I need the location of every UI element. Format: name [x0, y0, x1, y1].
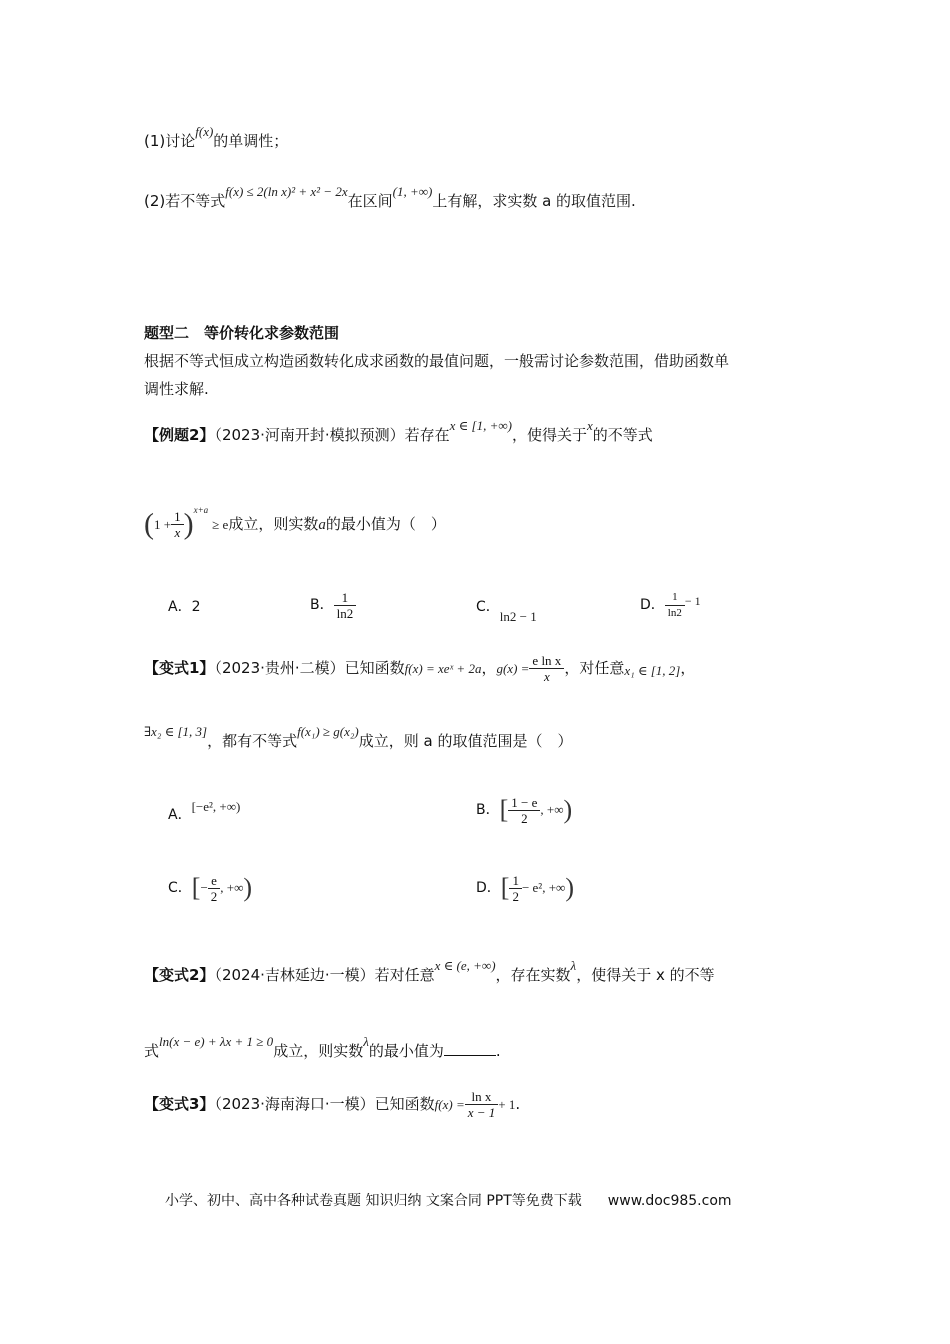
- example-2-tag: 【例题2】: [144, 426, 215, 444]
- variant-2-text3: 式: [144, 1042, 160, 1060]
- option-d-label: D．: [640, 597, 665, 613]
- option-d-den: ln2: [667, 606, 682, 619]
- variant-3-line: [144, 1082, 520, 1127]
- option-b-label: B．: [310, 597, 334, 613]
- variant-2-end: .: [495, 1042, 501, 1060]
- example-2-source: （2023·河南开封·模拟预测）若存在: [214, 426, 450, 444]
- option-b-num: 1: [334, 590, 357, 606]
- ineq-exp: x+a: [193, 505, 209, 515]
- variant-2-cond: x ∈ (e, +∞): [434, 958, 496, 973]
- v1-option-a-label: A．: [168, 807, 192, 823]
- variant-2-tag: 【变式2】: [144, 966, 215, 984]
- v1-option-d-num: 1: [509, 873, 522, 889]
- variant-2-ineq: ln(x − e) + λx + 1 ≥ 0: [159, 1034, 274, 1049]
- option-b-den: ln2: [336, 605, 354, 621]
- variant-1-option-b[interactable]: [476, 788, 572, 832]
- footer-text: 小学、初中、高中各种试卷真题 知识归纳 文案合同 PPT等免费下载: [165, 1193, 582, 1209]
- variant-3-den: x − 1: [467, 1105, 496, 1120]
- option-b-fraction: [334, 590, 357, 621]
- paren-close-icon: ): [243, 873, 253, 902]
- v1-option-c-den: 2: [210, 888, 218, 904]
- v1-option-d-den: 2: [512, 888, 519, 904]
- variant-1-line-2: [144, 724, 573, 753]
- v1-option-b-den: 2: [521, 810, 528, 826]
- example-2-option-c[interactable]: [476, 596, 537, 624]
- v1-option-b-tail: , +∞: [540, 802, 564, 817]
- variant-1-g-num: e ln x: [529, 653, 564, 669]
- example-2-line-1: [144, 418, 653, 447]
- v1-option-c-label: C．: [168, 880, 192, 896]
- section-desc-1: 根据不等式恒成立构造函数转化成求函数的最值问题，一般需讨论参数范围，借助函数单: [144, 352, 730, 370]
- variant-1-text4: 成立，则 a 的取值范围是（ ）: [358, 732, 573, 750]
- example-2-option-b[interactable]: [310, 585, 356, 625]
- variant-1-ineq: f(x₁) ≥ g(x₂): [297, 724, 359, 739]
- bracket-open-icon: [: [500, 873, 510, 902]
- paren-close-icon: ): [563, 795, 573, 824]
- variant-3-f-lhs: f(x) =: [434, 1097, 465, 1112]
- ineq-den: x: [174, 525, 181, 540]
- q2-mid: 在区间: [347, 192, 393, 210]
- variant-1-g-lhs: g(x) =: [496, 661, 530, 676]
- question-2: [144, 184, 636, 213]
- variant-2-text2: ，使得关于 x 的不等: [576, 966, 715, 984]
- q1-suffix: 的单调性；: [213, 132, 289, 150]
- variant-1-text3: ，都有不等式: [207, 732, 298, 750]
- ineq-rhs: ≥ e: [212, 517, 229, 532]
- variant-1-sep: ，: [481, 659, 497, 677]
- q2-math: f(x) ≤ 2(ln x)² + x² − 2x: [225, 184, 348, 199]
- v1-option-b-fraction: [508, 795, 540, 826]
- q2-suffix: 上有解，求实数 a 的取值范围.: [432, 192, 636, 210]
- paren-open-icon: (: [144, 507, 154, 541]
- variant-2-text1: ，存在实数: [495, 966, 571, 984]
- example-2-var-a: a: [318, 517, 326, 533]
- v1-option-c-head: −: [200, 880, 208, 895]
- example-2-text4: 的最小值为（ ）: [325, 515, 446, 533]
- example-2-text1: ，使得关于: [511, 426, 587, 444]
- variant-2-source: （2024·吉林延边·一模）若对任意: [214, 966, 435, 984]
- option-c-label: C．: [476, 599, 500, 615]
- example-2-option-d[interactable]: [640, 585, 701, 625]
- variant-1-g-den: x: [543, 669, 550, 684]
- variant-2-line-1: [144, 958, 715, 987]
- variant-2-text4: 成立，则实数: [273, 1042, 364, 1060]
- example-2-line-2: [144, 502, 446, 548]
- ineq-base-one: 1 +: [154, 517, 172, 532]
- section-title: 题型二 等价转化求参数范围: [144, 324, 340, 342]
- paren-close-icon: ): [565, 873, 574, 902]
- option-d-num: 1: [665, 590, 685, 606]
- v1-option-d-label: D．: [476, 880, 501, 896]
- example-2-text2: 的不等式: [592, 426, 653, 444]
- footer: [165, 1190, 732, 1212]
- variant-3-end: .: [515, 1095, 521, 1113]
- option-a-label: A．: [168, 599, 192, 615]
- v1-option-c-fraction: [208, 873, 221, 904]
- v1-option-c-num: e: [208, 873, 221, 889]
- variant-2-line-2: [144, 1034, 501, 1063]
- option-d-fraction: [665, 590, 685, 621]
- footer-site-link[interactable]: www.doc985.com: [607, 1193, 732, 1209]
- variant-1-source: （2023·贵州·二模）已知函数: [214, 659, 405, 677]
- q1-math: f(x): [195, 124, 214, 139]
- ineq-fraction: [171, 509, 184, 540]
- variant-2-lambda: λ: [570, 958, 577, 973]
- variant-2-lambda-2: λ: [363, 1034, 369, 1049]
- v1-option-d-fraction: [509, 873, 522, 904]
- example-2-cond: x ∈ [1, +∞): [449, 418, 512, 433]
- paren-close-icon: ): [183, 507, 194, 541]
- variant-1-g-fraction: [529, 653, 564, 684]
- variant-2-text5: 的最小值为: [368, 1042, 444, 1060]
- option-c-value: ln2 − 1: [499, 609, 537, 624]
- example-2-var: x: [587, 418, 593, 433]
- variant-1-tag: 【变式1】: [144, 659, 215, 677]
- v1-option-b-num: 1 − e: [508, 795, 540, 811]
- variant-3-num: ln x: [465, 1089, 499, 1105]
- variant-3-tail: + 1: [498, 1097, 516, 1112]
- variant-1-line-1: [144, 646, 695, 691]
- section-desc-2: 调性求解.: [144, 380, 209, 398]
- q2-prefix: (2)若不等式: [144, 192, 226, 210]
- variant-3-fraction: [465, 1089, 499, 1120]
- variant-1-option-d[interactable]: [476, 866, 574, 910]
- q1-prefix: (1)讨论: [144, 132, 196, 150]
- variant-1-cond2: ∃x₂ ∈ [1, 3]: [144, 724, 208, 739]
- v1-option-d-tail: − e², +∞: [521, 880, 566, 895]
- ineq-num: 1: [171, 509, 184, 525]
- v1-option-a-value: −e², +∞: [195, 799, 237, 814]
- answer-blank[interactable]: [444, 1041, 496, 1056]
- variant-1-text2: ，: [680, 659, 696, 677]
- variant-1-f: f(x) = xeˣ + 2a: [404, 661, 482, 676]
- question-1: [144, 124, 289, 153]
- bracket-open-icon: [: [191, 873, 201, 902]
- option-a-value: 2: [191, 599, 201, 615]
- variant-3-source: （2023·海南海口·一模）已知函数: [214, 1095, 435, 1113]
- v1-option-b-label: B．: [476, 802, 500, 818]
- option-d-tail: − 1: [684, 594, 701, 608]
- v1-option-c-tail: , +∞: [220, 880, 244, 895]
- example-2-option-a[interactable]: [168, 596, 201, 618]
- variant-3-tag: 【变式3】: [144, 1095, 215, 1113]
- variant-1-option-a[interactable]: A．[−e², +∞): [168, 799, 241, 823]
- bracket-open-icon: [: [499, 795, 509, 824]
- example-2-text3: 成立，则实数: [228, 515, 319, 533]
- variant-1-option-c[interactable]: [168, 866, 252, 910]
- variant-1-cond1: x₁ ∈ [1, 2]: [624, 663, 681, 678]
- variant-1-text1: ，对任意: [564, 659, 625, 677]
- q2-interval: (1, +∞): [392, 184, 433, 199]
